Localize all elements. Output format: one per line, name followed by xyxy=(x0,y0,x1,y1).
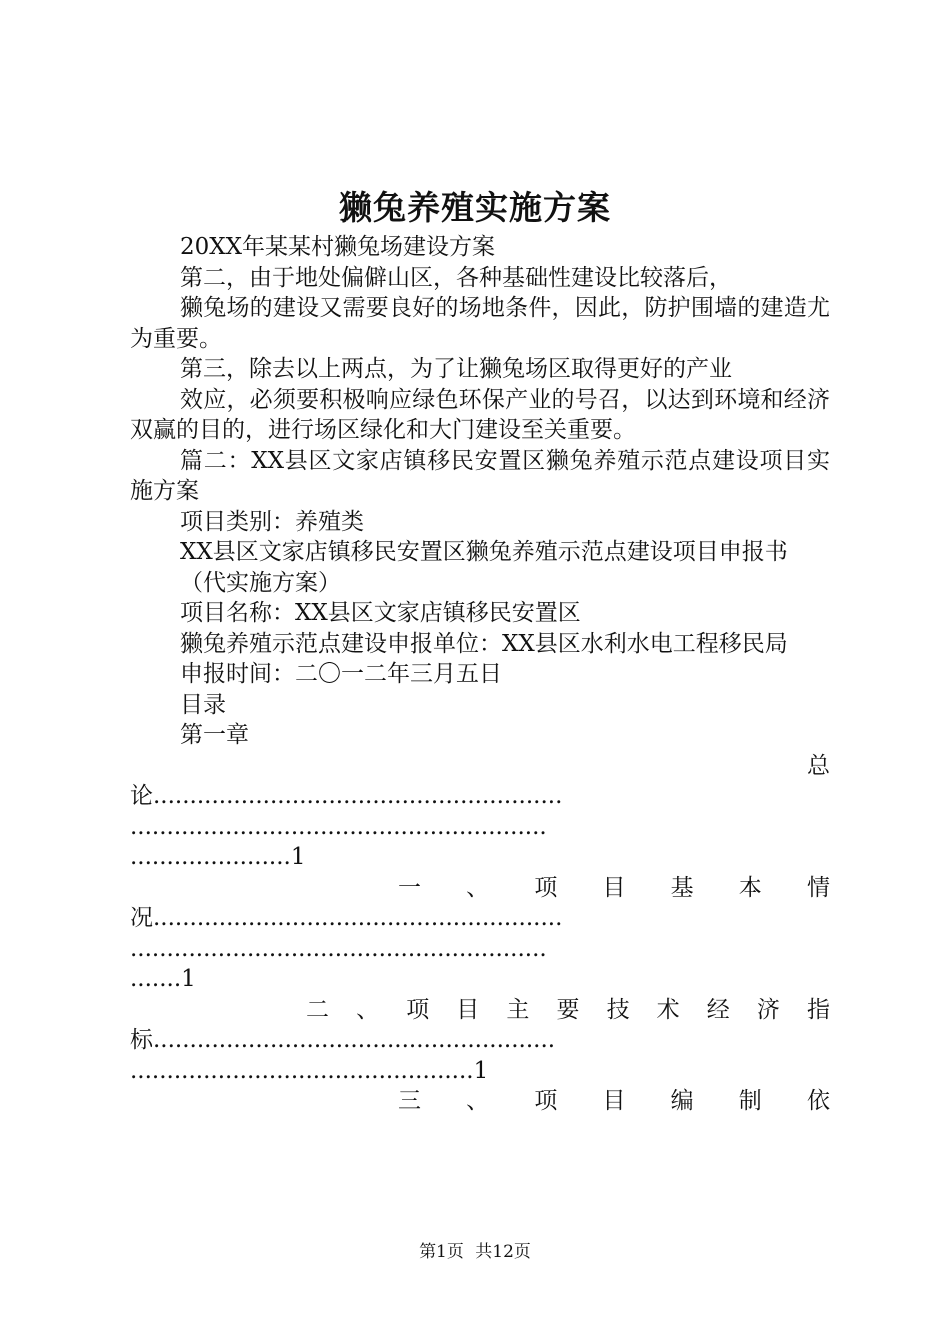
toc-char: 指 xyxy=(806,996,830,1023)
toc-char: 、 xyxy=(466,1088,490,1114)
paragraph: （代实施方案） xyxy=(180,569,341,596)
toc-char: 技 xyxy=(606,996,630,1023)
toc-entry-1-line: ......................................................... xyxy=(130,813,547,840)
toc-char: 项 xyxy=(534,874,558,901)
document-title: 獭兔养殖实施方案 xyxy=(339,188,611,227)
toc-char: 目 xyxy=(456,996,480,1023)
toc-char: 基 xyxy=(670,874,694,901)
paragraph: 效应，必须要积极响应绿色环保产业的号召，以达到环境和经济双赢的目的，进行场区绿化和大门建设至关重要。 xyxy=(130,386,830,443)
toc-char: 项 xyxy=(406,996,430,1023)
toc-entry-1-line: ......................1 xyxy=(130,844,306,870)
toc-entry-3-line: ...............................................1 xyxy=(130,1057,489,1084)
paragraph: 第三，除去以上两点，为了让獭兔场区取得更好的产业 xyxy=(180,356,732,382)
paragraph: 篇二：XX县区文家店镇移民安置区獭兔养殖示范点建设项目实施方案 xyxy=(130,447,830,504)
paragraph: 20XX年某某村獭兔场建设方案 xyxy=(180,234,496,260)
toc-entry-3-line: 标....................................................... xyxy=(130,1027,556,1053)
toc-char: 依 xyxy=(806,1088,830,1114)
toc-char: 项 xyxy=(534,1088,558,1114)
document-body xyxy=(130,232,830,1117)
toc-char: 三 xyxy=(398,1088,421,1114)
toc-char: 、 xyxy=(466,874,490,901)
paragraph: 第二，由于地处偏僻山区，各种基础性建设比较落后， xyxy=(180,264,732,291)
toc-char: 编 xyxy=(670,1088,694,1114)
paragraph: 目录 xyxy=(180,691,226,718)
paragraph: 獭兔养殖示范点建设申报单位：XX县区水利水电工程移民局 xyxy=(180,630,788,657)
toc-entry-1-line: 论........................................................ xyxy=(130,783,563,809)
toc-entry-1-head: 总 xyxy=(807,752,830,779)
toc-char: 目 xyxy=(602,874,626,901)
toc-char: 二 xyxy=(306,996,329,1023)
toc-entry-2-line: ......................................................... xyxy=(130,935,547,962)
toc-char: 本 xyxy=(738,874,762,901)
toc-entry-2-line: .......1 xyxy=(130,966,196,992)
paragraph: 申报时间：二〇一二年三月五日 xyxy=(180,661,502,687)
toc-entry-2-head xyxy=(130,873,830,904)
toc-char: 目 xyxy=(602,1088,626,1114)
toc-char: 主 xyxy=(506,996,530,1023)
paragraph: 第一章 xyxy=(180,722,249,748)
toc-char: 济 xyxy=(756,996,780,1023)
paragraph: 项目名称：XX县区文家店镇移民安置区 xyxy=(180,600,581,626)
page-footer: 第1页 共12页 xyxy=(419,1242,531,1262)
toc-char: 术 xyxy=(656,996,680,1023)
toc-char: 情 xyxy=(806,874,830,901)
toc-char: 要 xyxy=(556,996,580,1023)
table-of-contents xyxy=(130,751,830,1117)
toc-char: 、 xyxy=(356,996,380,1023)
toc-char: 经 xyxy=(706,996,730,1023)
toc-entry-2-line: 况........................................................ xyxy=(130,905,563,931)
toc-char: 一 xyxy=(398,874,421,901)
toc-entry-3-head xyxy=(130,995,830,1026)
toc-char: 制 xyxy=(738,1088,762,1114)
paragraph: XX县区文家店镇移民安置区獭兔养殖示范点建设项目申报书 xyxy=(180,539,788,565)
toc-entry-4-head xyxy=(130,1086,830,1117)
paragraph: 项目类别：养殖类 xyxy=(180,508,364,535)
paragraph: 獭兔场的建设又需要良好的场地条件，因此，防护围墙的建造尤为重要。 xyxy=(130,295,830,352)
